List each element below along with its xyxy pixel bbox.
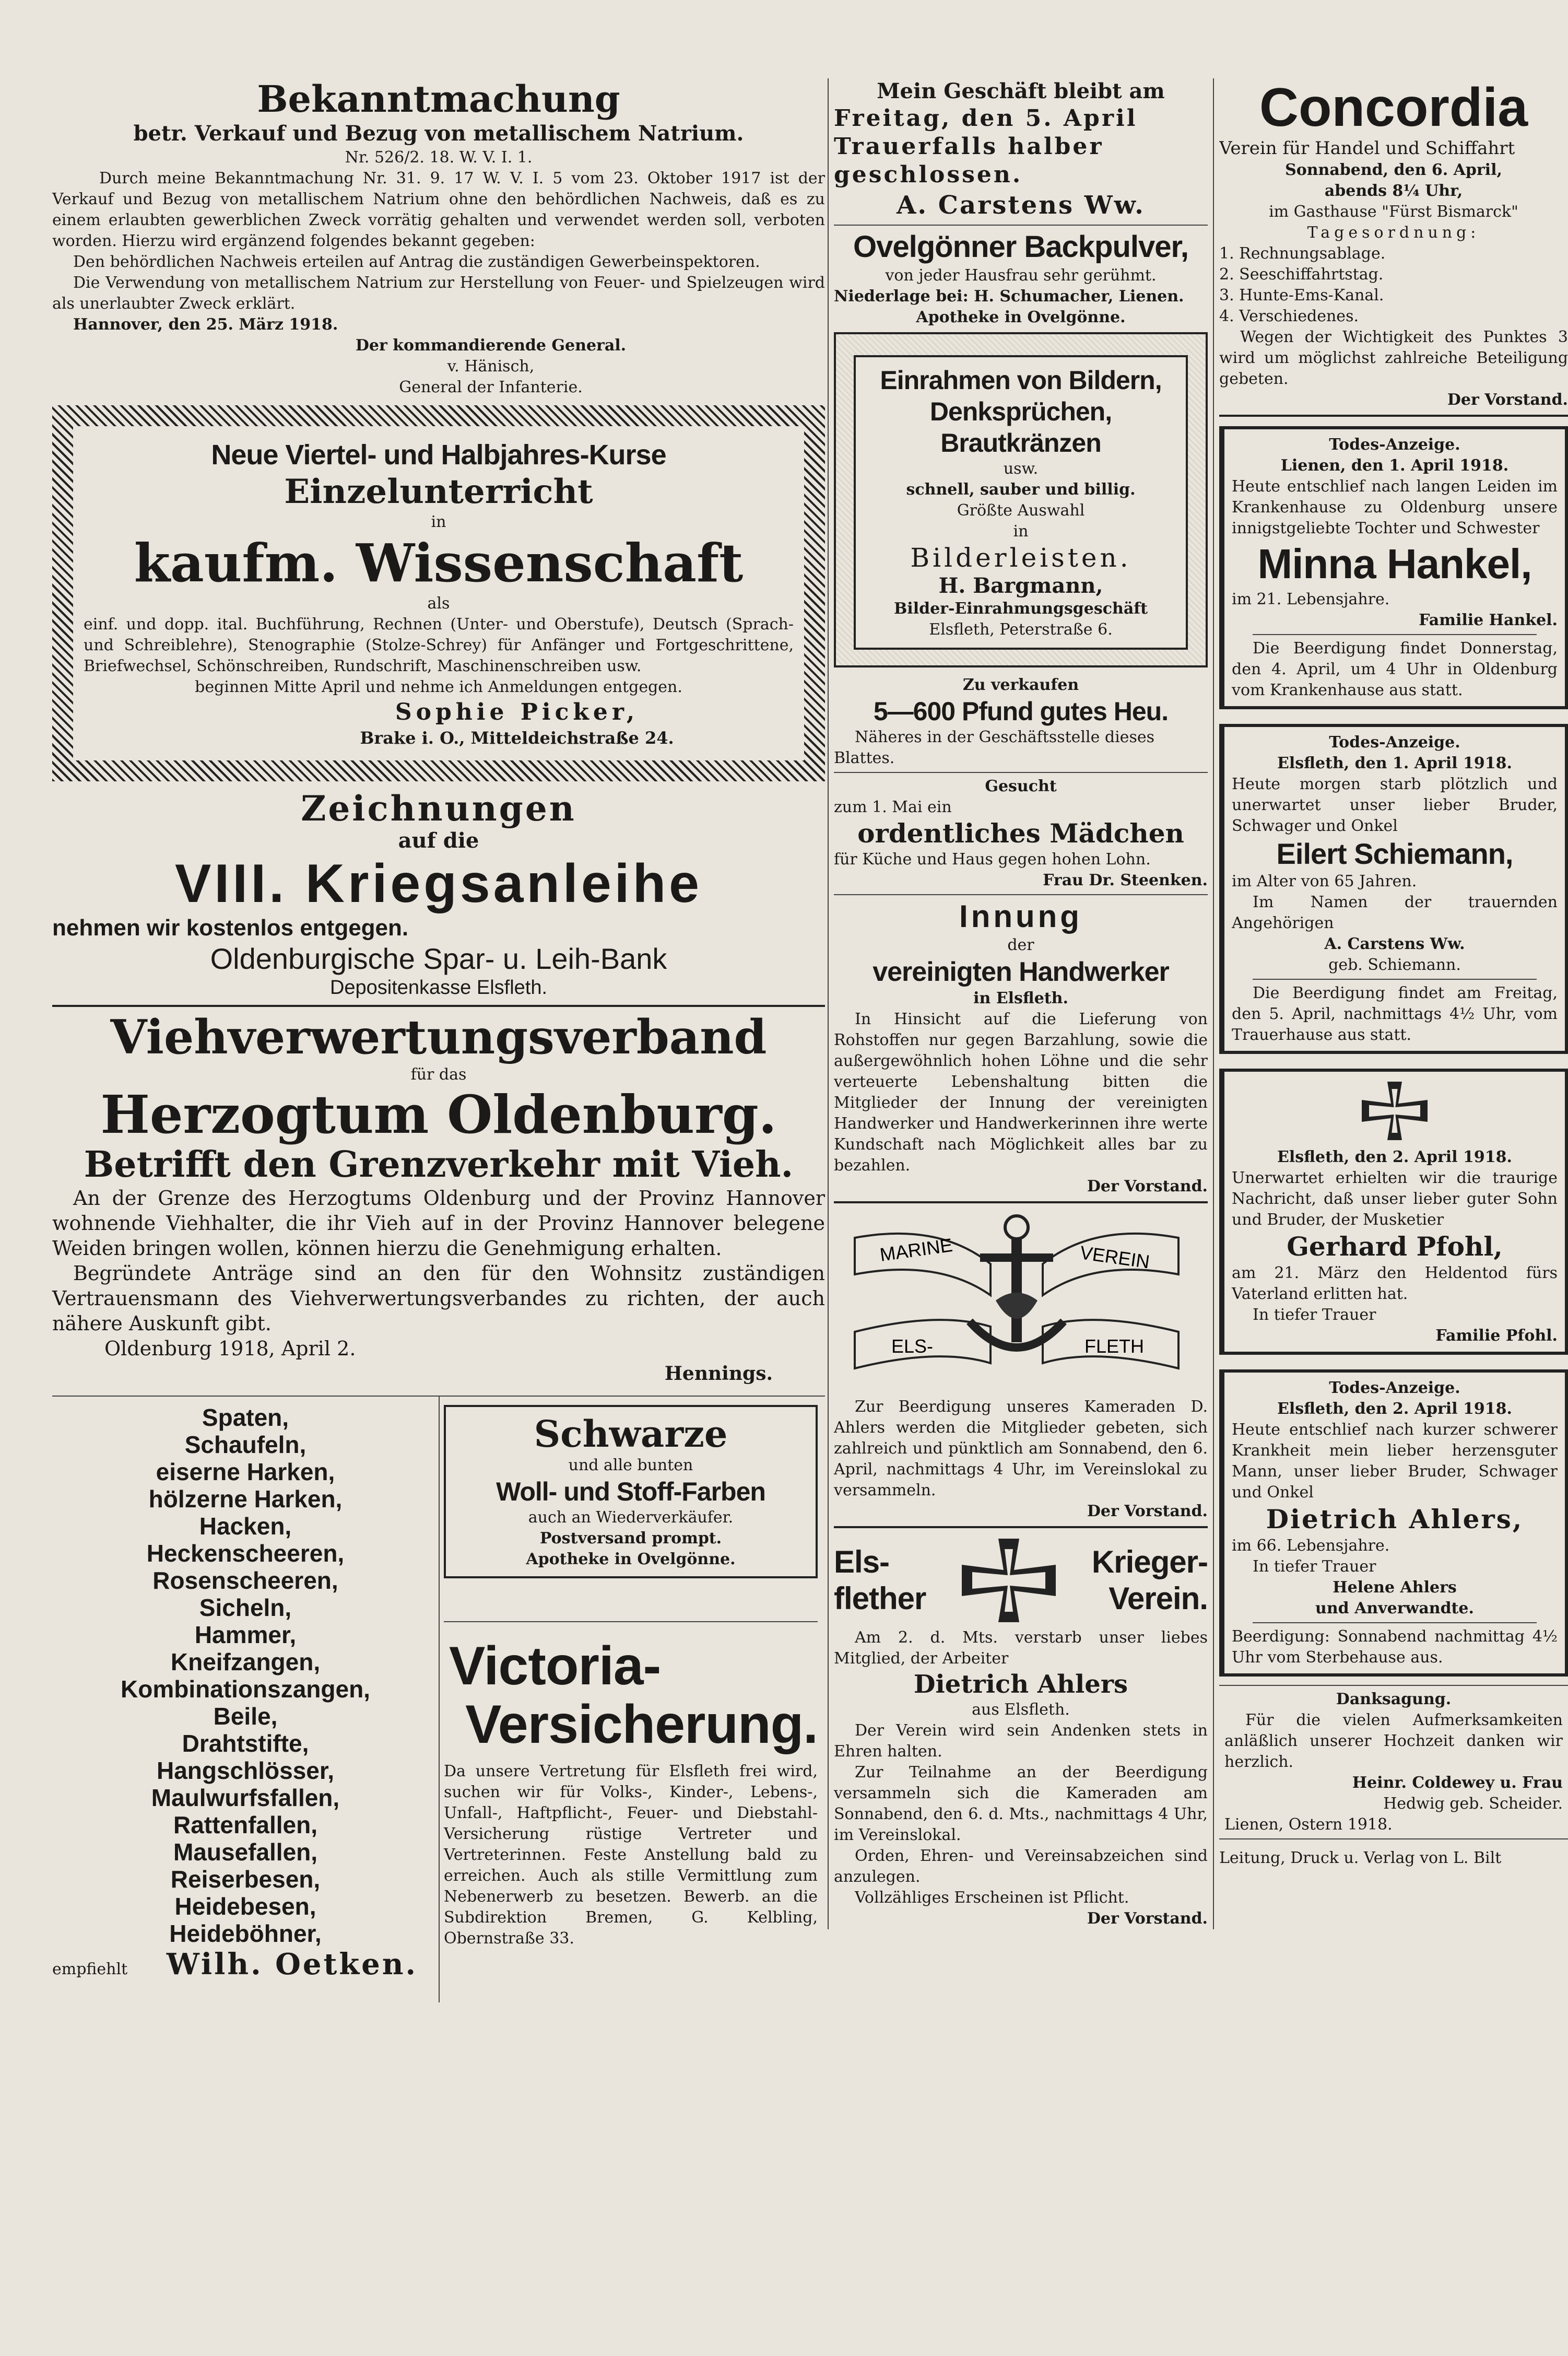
farben-line3: Woll- und Stoff-Farben — [496, 1477, 765, 1506]
heu-line2: 5—600 Pfund gutes Heu. — [873, 697, 1169, 726]
anleihe-line6: Depositenkasse Elsfleth. — [329, 977, 548, 999]
dank-sig2: Hedwig geb. Scheider. — [1383, 1795, 1563, 1813]
tools-ad — [52, 1404, 439, 1982]
column-middle — [828, 78, 1214, 1929]
tools-item: Sicheln, — [199, 1594, 292, 1621]
concordia-title: Concordia — [1259, 78, 1528, 137]
carstens-line3: Trauerfalls halber geschlossen. — [834, 133, 1104, 188]
ahlers-head: Todes-Anzeige. — [1329, 1379, 1460, 1397]
bilder-line5: Größte Auswahl — [957, 501, 1085, 520]
hankel-fam: Familie Hankel. — [1419, 611, 1558, 629]
dank-body: Für die vielen Aufmerksamkeiten anläßlich unserer Hochzeit danken wir herzlich. — [1224, 1711, 1563, 1771]
maedchen-ad — [834, 776, 1208, 891]
schiemann-body: Heute morgen starb plötzlich und unerwartet unser lieber Bruder, Schwager und Onkel — [1232, 775, 1558, 835]
innung-line1: Innung — [959, 899, 1082, 934]
krieger-body5: Orden, Ehren- und Vereinsabzeichen sind anzulegen. — [834, 1847, 1208, 1886]
hankel-funeral: Die Beerdigung findet Donnerstag, den 4. April, um 4 Uhr in Oldenburg vom Krankenhause aus statt. — [1232, 639, 1558, 699]
anleihe-line5: Oldenburgische Spar- u. Leih-Bank — [210, 942, 667, 975]
pfohl-body3: In tiefer Trauer — [1253, 1306, 1376, 1324]
carstens-name: A. Carstens Ww. — [897, 191, 1145, 220]
pfohl-death-notice — [1219, 1069, 1568, 1355]
anleihe-line3: VIII. Kriegsanleihe — [175, 853, 702, 914]
bek-body1: Durch meine Bekanntmachung Nr. 31. 9. 17 W. V. I. 5 vom 23. Oktober 1917 ist der Verkauf und Bezug von metallischem Natrium ohne den behördlichen Nachweis, daß es zu einem erlaubten gewerblichen Zweck vorrätig gehalten und verwendet werden soll, verboten worden. Hierzu wird ergänzend folgendes bekannt gegeben: — [52, 169, 825, 250]
tools-item: Reiserbesen, — [170, 1866, 321, 1893]
ahlers-name: Dietrich Ahlers, — [1266, 1504, 1524, 1534]
kurse-name: Sophie Picker, — [395, 699, 639, 725]
backpulver-line2: Niederlage bei: H. Schumacher, Lienen. — [834, 287, 1184, 306]
kurse-addr: Brake i. O., Mitteldeichstraße 24. — [360, 728, 674, 748]
tools-item: hölzerne Harken, — [148, 1485, 343, 1513]
divider — [52, 1005, 825, 1007]
krieger-body4: Zur Teilnahme an der Beerdigung versammeln sich die Kameraden am Sonnabend, den 6. d. Mts., nachmittags 4 Uhr, im Vereinslokal. — [834, 1763, 1208, 1844]
bek-body3: Die Verwendung von metallischem Natrium zur Herstellung von Feuer- und Spielzeugen wird als unerlaubter Zweck erklärt. — [52, 274, 825, 313]
tools-item: Rattenfallen, — [173, 1811, 318, 1838]
tools-item: Heidebesen, — [174, 1893, 316, 1920]
ahlers-place: Elsfleth, den 2. April 1918. — [1277, 1400, 1512, 1418]
marine-anchor-emblem — [834, 1206, 1199, 1394]
ahlers-funeral: Beerdigung: Sonnabend nachmittag 4½ Uhr vom Sterbehause aus. — [1232, 1627, 1558, 1667]
column-left — [52, 78, 825, 2002]
vieh-herz: Herzogtum Oldenburg. — [100, 1084, 777, 1145]
tools-item: eiserne Harken, — [156, 1458, 335, 1485]
pfohl-body2: am 21. März den Heldentod fürs Vaterland erlitten hat. — [1232, 1264, 1558, 1303]
vieh-fuer: für das — [410, 1065, 467, 1084]
danksagung-notice — [1219, 1685, 1568, 1839]
bottom-ads-area — [52, 1397, 825, 2002]
pfohl-body: Unerwartet erhielten wir die traurige Nachricht, daß unser lieber guter Sohn und Bruder, der Musketier — [1232, 1169, 1558, 1229]
vieh-title: Viehverwertungsverband — [110, 1010, 767, 1065]
backpulver-line3: Apotheke in Ovelgönne. — [916, 308, 1126, 326]
bilder-line3: usw. — [1003, 460, 1039, 478]
concordia-time: abends 8¼ Uhr, — [1324, 182, 1463, 200]
concordia-item: 4. Verschiedenes. — [1219, 307, 1359, 325]
hankel-head: Todes-Anzeige. — [1329, 436, 1460, 454]
schiemann-head: Todes-Anzeige. — [1329, 733, 1460, 752]
verein-label: VEREIN — [1078, 1241, 1151, 1273]
tools-item: Drahtstifte, — [182, 1730, 309, 1757]
kurse-body: einf. und dopp. ital. Buchführung, Rechnen (Unter- und Oberstufe), Deutsch (Sprach- und Schreiblehre), Stenographie (Stolze-Schrey) für Anfänger und Fortgeschrittene, Briefwechsel, Schönschreiben, Rundschrift, Maschinenschreiben usw. — [84, 615, 794, 675]
bek-ref: Nr. 526/2. 18. W. V. I. 1. — [345, 148, 533, 167]
tools-item: Hangschlösser, — [156, 1757, 335, 1784]
kurse-line5: als — [427, 594, 450, 613]
anchor-ring-icon — [1005, 1216, 1028, 1239]
bilder-ad — [834, 332, 1208, 667]
bilder-line7: Bilderleisten. — [910, 543, 1131, 573]
concordia-sig: Der Vorstand. — [1447, 391, 1568, 409]
divider — [1253, 979, 1537, 980]
dank-sig1: Heinr. Coldewey u. Frau — [1352, 1774, 1563, 1792]
krieger-body2: aus Elsfleth. — [972, 1701, 1070, 1719]
ahlers-sig2: und Anverwandte. — [1315, 1599, 1474, 1617]
maedchen-line4: für Küche und Haus gegen hohen Lohn. — [834, 850, 1151, 869]
concordia-sub: Verein für Handel und Schiffahrt — [1219, 138, 1515, 159]
kurse-line4: kaufm. Wissenschaft — [134, 532, 744, 594]
divider — [1253, 1622, 1537, 1623]
tools-item: Kombinationszangen, — [121, 1675, 370, 1703]
tools-item: Kneifzangen, — [170, 1648, 321, 1675]
kriegsanleihe-ad — [52, 789, 825, 1000]
farben-line2: und alle bunten — [568, 1456, 693, 1474]
krieger-left2: flether — [834, 1581, 926, 1616]
tools-name: Wilh. Oetken. — [166, 1947, 418, 1982]
tools-item: Beile, — [213, 1703, 278, 1730]
tools-item: Mausefallen, — [173, 1838, 318, 1866]
krieger-body1: Am 2. d. Mts. verstarb unser liebes Mitglied, der Arbeiter — [834, 1628, 1208, 1668]
farben-line6: Apotheke in Ovelgönne. — [526, 1550, 736, 1568]
iron-cross-emblem — [1232, 1077, 1558, 1147]
pfohl-place: Elsfleth, den 2. April 1918. — [1277, 1148, 1512, 1166]
iron-cross-icon — [957, 1533, 1061, 1627]
divider — [834, 1201, 1208, 1203]
kurse-line2: Einzelunterricht — [284, 472, 593, 511]
schiemann-sig1: A. Carstens Ww. — [1324, 935, 1465, 953]
pfohl-name: Gerhard Pfohl, — [1287, 1231, 1503, 1262]
tools-item: Spaten, — [202, 1404, 289, 1431]
vieh-body1: An der Grenze des Herzogtums Oldenburg und der Provinz Hannover wohnende Viehhalter, die ihr Vieh auf in der Provinz Hannover belegene Weiden bringen wollen, können hierzu die Genehmigung erhalten. — [52, 1187, 825, 1260]
carstens-line1: Mein Geschäft bleibt am — [877, 79, 1165, 103]
backpulver-title: Ovelgönner Backpulver, — [853, 230, 1189, 264]
victoria-line2: Versicherung. — [465, 1694, 818, 1755]
farben-line1: Schwarze — [534, 1412, 728, 1456]
iron-cross-icon — [1358, 1077, 1431, 1145]
schiemann-name: Eilert Schiemann, — [1276, 837, 1513, 870]
innung-body: In Hinsicht auf die Lieferung von Rohstoffen nur gegen Barzahlung, sowie die außergewöhnlich hohen Löhne und die sehr verteuerte Lebenshaltung bitten die Mitglieder der Innung der vereinigten Handwerker und Handwerkerinnen ihre werte Kundschaft nach Möglichkeit alles bar zu bezahlen. — [834, 1010, 1208, 1175]
farben-ad — [444, 1405, 818, 1578]
bilder-line4: schnell, sauber und billig. — [906, 480, 1136, 499]
schiemann-age: im Alter von 65 Jahren. — [1232, 872, 1417, 890]
krieger-sig: Der Vorstand. — [1087, 1909, 1208, 1928]
hankel-place: Lienen, den 1. April 1918. — [1280, 456, 1509, 475]
kurse-line1: Neue Viertel- und Halbjahres-Kurse — [211, 439, 666, 471]
victoria-line1: Victoria- — [449, 1636, 661, 1696]
divider — [834, 772, 1208, 773]
vieh-sig: Hennings. — [664, 1363, 773, 1385]
divider — [1253, 634, 1537, 635]
farben-line4: auch an Wiederverkäufer. — [528, 1508, 734, 1527]
heart-icon — [996, 1293, 1038, 1319]
carstens-ad — [834, 78, 1208, 221]
anleihe-line4: nehmen wir kostenlos entgegen. — [52, 915, 409, 941]
krieger-right1: Krieger- — [1091, 1544, 1208, 1579]
bekanntmachung-notice — [52, 78, 825, 398]
vieh-place: Oldenburg 1918, April 2. — [104, 1337, 356, 1360]
schiemann-body2: Im Namen der trauernden Angehörigen — [1232, 893, 1558, 932]
krieger-body6: Vollzähliges Erscheinen ist Pflicht. — [855, 1889, 1129, 1907]
vieh-betr: Betrifft den Grenzverkehr mit Vieh. — [84, 1144, 794, 1186]
footer-imprint: Leitung, Druck u. Verlag von L. Bilt — [1219, 1849, 1502, 1867]
bilder-line1: Einrahmen von Bildern, — [880, 366, 1162, 395]
tools-item: Heckenscheeren, — [146, 1540, 345, 1567]
kurse-body2: beginnen Mitte April und nehme ich Anmeldungen entgegen. — [195, 678, 682, 696]
concordia-item: 1. Rechnungsablage. — [1219, 244, 1386, 263]
bilder-line6: in — [1013, 522, 1029, 541]
concordia-ad — [1219, 78, 1568, 411]
hankel-body: Heute entschlief nach langen Leiden im Krankenhause zu Oldenburg unsere innigstgeliebte Tochter und Schwester — [1232, 477, 1558, 537]
innung-sig: Der Vorstand. — [1087, 1177, 1208, 1195]
dank-place: Lienen, Ostern 1918. — [1224, 1815, 1393, 1834]
pfohl-fam: Familie Pfohl. — [1435, 1327, 1558, 1345]
concordia-note: Wegen der Wichtigkeit des Punktes 3 wird um möglichst zahlreiche Beteiligung gebeten. — [1219, 328, 1568, 388]
schiemann-place: Elsfleth, den 1. April 1918. — [1277, 754, 1512, 772]
maedchen-line1: Gesucht — [985, 777, 1057, 795]
els-label: ELS- — [891, 1335, 934, 1357]
bilder-line8: H. Bargmann, — [938, 573, 1103, 598]
fleth-label: FLETH — [1084, 1335, 1145, 1357]
hankel-death-notice — [1219, 426, 1568, 709]
schiemann-funeral: Die Beerdigung findet am Freitag, den 5. April, nachmittags 4½ Uhr, vom Trauerhause aus statt. — [1232, 984, 1558, 1044]
victoria-body: Da unsere Vertretung für Elsfleth frei wird, suchen wir für Volks-, Kinder-, Lebens-, Unfall-, Haftpflicht-, Feuer- und Diebstahl-Versicherung rüstige Vertreter und Vertreterinnen. Feste Anstellung bald zu erreichen. Auch als stille Vermittlung zum Nebenerwerb zu besetzen. Bewerb. an die Subdirektion Bremen, G. Kelbling, Obernstraße 33. — [444, 1762, 818, 1948]
tools-empf: empfiehlt — [52, 1960, 128, 1978]
innung-line3: vereinigten Handwerker — [873, 957, 1169, 987]
innung-line2: der — [1007, 936, 1034, 954]
concordia-item: 3. Hunte-Ems-Kanal. — [1219, 286, 1384, 304]
marine-body: Zur Beerdigung unseres Kameraden D. Ahlers werden die Mitglieder gebeten, sich zahlreich und pünktlich am Sonnabend, den 6. April, nachmittags 4 Uhr, im Vereinslokal zu versammeln. — [834, 1398, 1208, 1499]
divider-vertical — [439, 1397, 440, 2002]
marine-label: MARINE — [878, 1234, 954, 1265]
ahlers-body: Heute entschlief nach kurzer schwerer Krankheit mein lieber herzensguter Mann, unser lieber Bruder, Schwager und Onkel — [1232, 1421, 1558, 1502]
bilder-line10: Elsfleth, Peterstraße 6. — [929, 620, 1113, 639]
krieger-verein-ad — [834, 1533, 1208, 1929]
anleihe-line1: Zeichnungen — [301, 788, 576, 829]
innung-line4: in Elsfleth. — [973, 989, 1068, 1007]
column-right — [1214, 78, 1568, 1869]
heu-line1: Zu verkaufen — [962, 676, 1079, 694]
kurse-ad — [52, 405, 825, 781]
hankel-age: im 21. Lebensjahre. — [1232, 590, 1390, 608]
farben-line5: Postversand prompt. — [539, 1529, 722, 1548]
vieh-body2: Begründete Anträge sind an den für den Wohnsitz zuständigen Vertrauensmann des Viehverwertungsverbandes zu richten, der auch nähere Auskunft gibt. — [52, 1262, 825, 1335]
heu-line3: Näheres in der Geschäftsstelle dieses Blattes. — [834, 728, 1154, 767]
tools-item: Schaufeln, — [184, 1431, 306, 1458]
hankel-name: Minna Hankel, — [1257, 541, 1532, 587]
heu-ad — [834, 675, 1208, 769]
ahlers-body2: In tiefer Trauer — [1253, 1557, 1376, 1576]
divider — [834, 894, 1208, 895]
schiemann-death-notice — [1219, 724, 1568, 1054]
concordia-place: im Gasthause "Fürst Bismarck" — [1269, 203, 1518, 221]
concordia-date: Sonnabend, den 6. April, — [1285, 161, 1502, 179]
schiemann-sig2: geb. Schiemann. — [1328, 956, 1461, 974]
anleihe-line2: auf die — [398, 828, 479, 853]
marine-verein-ad — [834, 1206, 1208, 1522]
viehverwertung-notice — [52, 1010, 825, 1386]
krieger-left1: Els- — [834, 1544, 890, 1579]
divider — [1219, 415, 1568, 417]
tools-item: Hammer, — [194, 1621, 297, 1648]
tools-item: Heideböhner, — [169, 1920, 322, 1947]
concordia-tages: Tagesordnung: — [1307, 224, 1480, 242]
kurse-line3: in — [431, 513, 446, 531]
tools-item: Hacken, — [199, 1513, 292, 1540]
bek-sig2: v. Hänisch, — [447, 357, 535, 376]
divider — [834, 1526, 1208, 1528]
krieger-name: Dietrich Ahlers — [913, 1670, 1128, 1699]
bek-place: Hannover, den 25. März 1918. — [73, 315, 338, 334]
maedchen-line3: ordentliches Mädchen — [857, 818, 1184, 849]
ahlers-age: im 66. Lebensjahre. — [1232, 1537, 1390, 1555]
bilder-line2: Denksprüchen, Brautkränzen — [929, 397, 1112, 458]
backpulver-line1: von jeder Hausfrau sehr gerühmt. — [885, 266, 1157, 285]
divider — [834, 225, 1208, 226]
bek-body2: Den behördlichen Nachweis erteilen auf Antrag die zuständigen Gewerbeinspektoren. — [73, 253, 760, 271]
bek-sig1: Der kommandierende General. — [355, 336, 627, 355]
victoria-ad — [444, 1637, 818, 1949]
tools-item: Rosenscheeren, — [152, 1567, 338, 1594]
krieger-body3: Der Verein wird sein Andenken stets in Ehren halten. — [834, 1721, 1208, 1761]
innung-ad — [834, 898, 1208, 1197]
ahlers-death-notice — [1219, 1369, 1568, 1677]
krieger-right2: Verein. — [1109, 1581, 1208, 1616]
maedchen-line5: Frau Dr. Steenken. — [1043, 871, 1208, 889]
backpulver-ad — [834, 229, 1208, 328]
divider — [444, 1621, 818, 1622]
carstens-line2: Freitag, den 5. April — [834, 105, 1138, 132]
anchor-stock-icon — [980, 1253, 1053, 1262]
bek-subtitle: betr. Verkauf und Bezug von metallischem Natrium. — [133, 121, 744, 146]
bilder-line9: Bilder-Einrahmungsgeschäft — [893, 600, 1148, 618]
tools-item: Maulwurfsfallen, — [151, 1784, 340, 1811]
marine-sig: Der Vorstand. — [1087, 1502, 1208, 1520]
dank-head: Danksagung. — [1336, 1690, 1452, 1708]
bek-sig3: General der Infanterie. — [399, 378, 583, 396]
concordia-item: 2. Seeschiffahrtstag. — [1219, 265, 1384, 284]
bek-title: Bekanntmachung — [257, 77, 620, 121]
maedchen-line2: zum 1. Mai ein — [834, 798, 952, 816]
ahlers-sig1: Helene Ahlers — [1333, 1578, 1457, 1597]
